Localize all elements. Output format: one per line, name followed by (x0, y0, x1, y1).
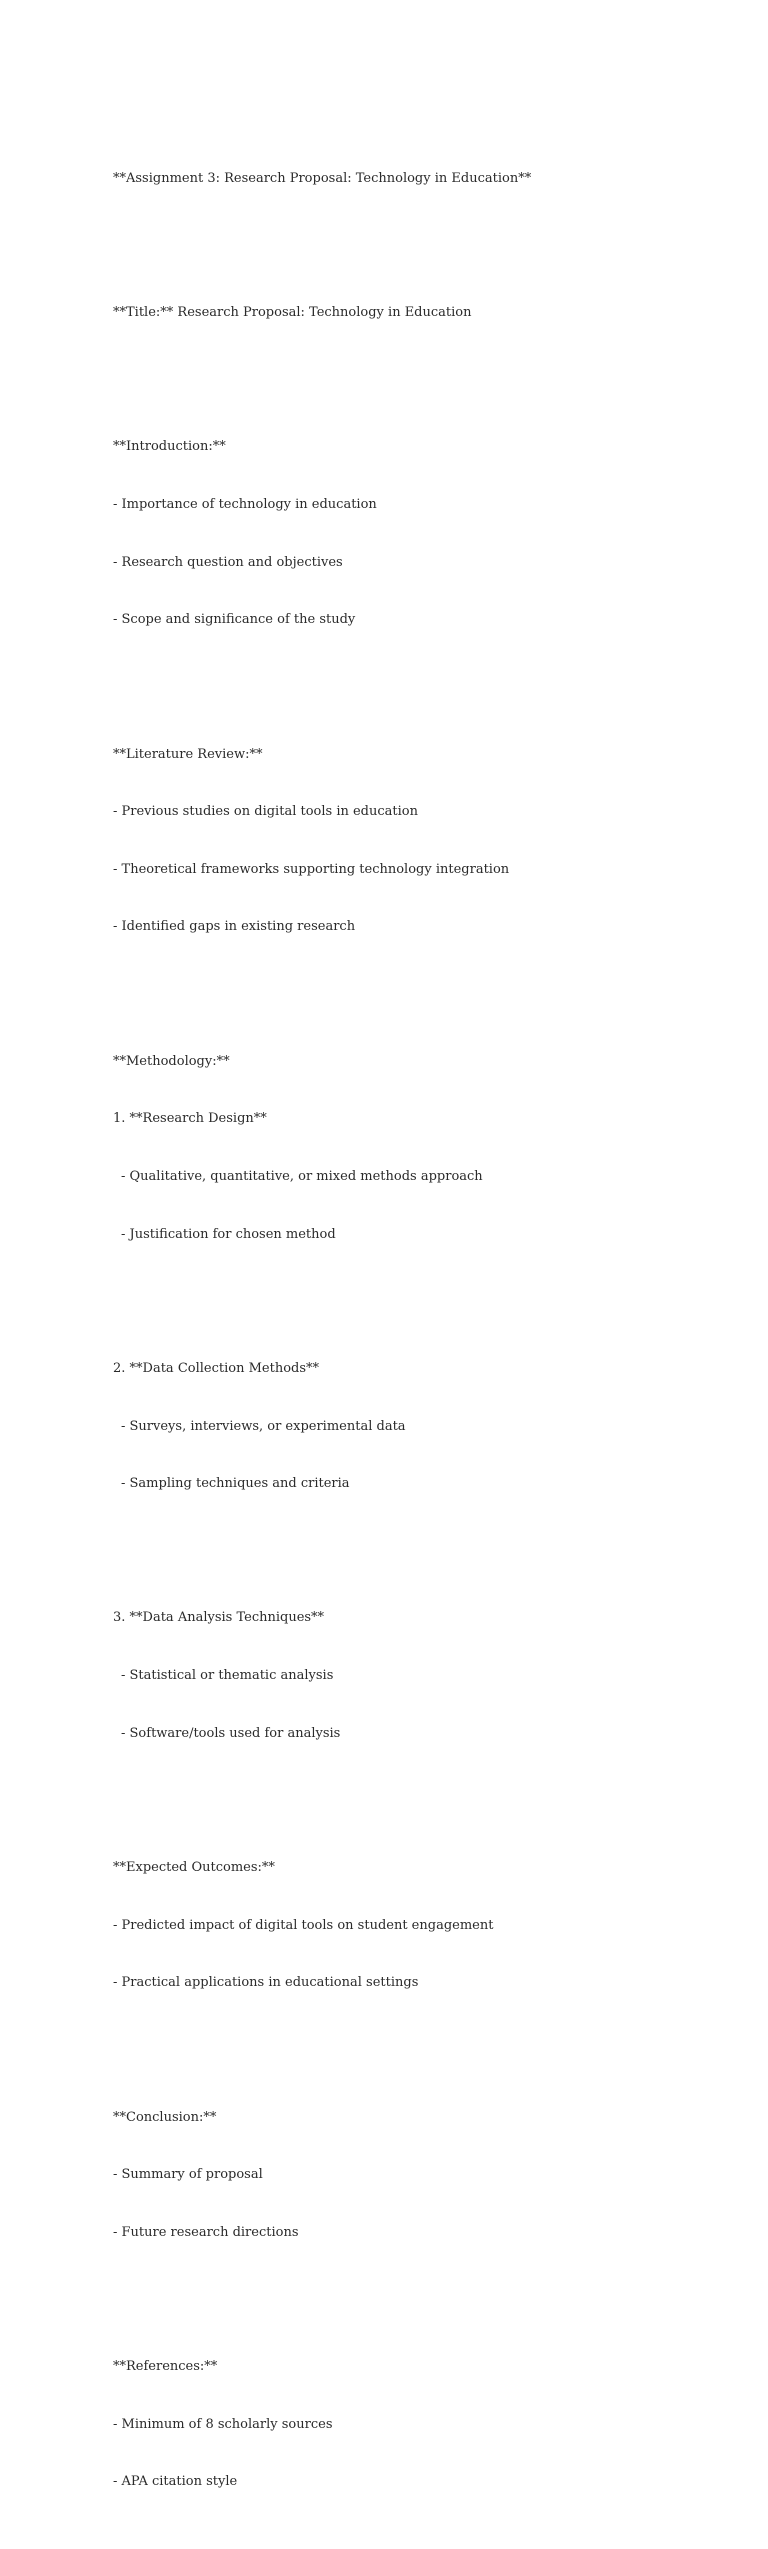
assignment-heading: **Assignment 3: Research Proposal: Technology in Education** (113, 170, 532, 186)
list-item: - Statistical or thematic analysis (121, 1668, 334, 1684)
references-heading: **References:** (113, 2359, 218, 2375)
spacer (113, 1282, 733, 1301)
list-item: - Previous studies on digital tools in education (113, 804, 418, 820)
spacer (113, 1781, 733, 1800)
list-item: - Practical applications in educational settings (113, 1975, 419, 1991)
list-item: - Future research directions (113, 2224, 299, 2240)
list-item: - Justification for chosen method (121, 1226, 336, 1242)
list-item: - Surveys, interviews, or experimental data (121, 1418, 406, 1434)
document-body (113, 111, 733, 2549)
list-item: - APA citation style (113, 2474, 238, 2490)
spacer (113, 2031, 733, 2050)
spacer (113, 361, 733, 380)
title-line: **Title:** Research Proposal: Technology in Education (113, 305, 472, 320)
research-design-heading: 1. **Research Design** (113, 1111, 267, 1127)
introduction-heading: **Introduction:** (113, 439, 226, 455)
list-item: - Importance of technology in education (113, 496, 377, 512)
spacer (113, 226, 733, 245)
list-item: - Scope and significance of the study (113, 612, 356, 628)
spacer (113, 1532, 733, 1551)
spacer (113, 668, 733, 687)
list-item: - Summary of proposal (113, 2167, 263, 2183)
expected-outcomes-heading: **Expected Outcomes:** (113, 1860, 275, 1876)
spacer (113, 2280, 733, 2299)
list-item: - Software/tools used for analysis (121, 1725, 341, 1741)
list-item: - Predicted impact of digital tools on student engagement (113, 1917, 494, 1933)
list-item: - Sampling techniques and criteria (121, 1476, 350, 1492)
literature-review-heading: **Literature Review:** (113, 746, 263, 762)
methodology-heading: **Methodology:** (113, 1053, 230, 1069)
data-collection-heading: 2. **Data Collection Methods** (113, 1360, 320, 1376)
list-item: - Research question and objectives (113, 554, 343, 570)
list-item: - Identified gaps in existing research (113, 919, 356, 935)
conclusion-heading: **Conclusion:** (113, 2109, 217, 2125)
spacer (113, 975, 733, 994)
data-analysis-heading: 3. **Data Analysis Techniques** (113, 1610, 325, 1626)
list-item: - Qualitative, quantitative, or mixed methods approach (121, 1168, 483, 1184)
list-item: - Minimum of 8 scholarly sources (113, 2416, 333, 2432)
list-item: - Theoretical frameworks supporting technology integration (113, 861, 510, 877)
